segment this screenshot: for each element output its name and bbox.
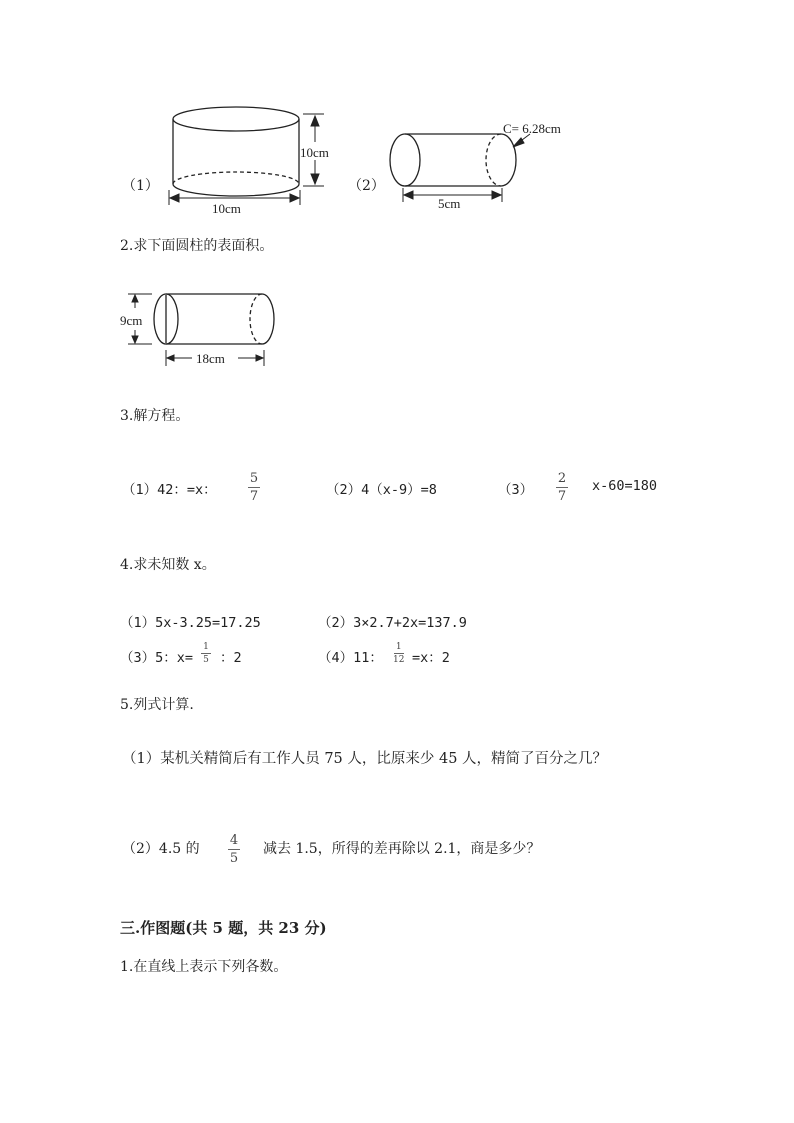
cylinder1-diameter-label: 10cm: [212, 201, 241, 216]
fraction-denominator: 7: [249, 489, 259, 504]
q4-part3-prefix: （3）5：x=: [120, 650, 194, 666]
q3-part3-fraction: [556, 471, 568, 504]
cylinder2-length-label: 5cm: [438, 196, 461, 211]
fraction-numerator: 1: [395, 642, 402, 652]
q2-length-label: 18cm: [196, 351, 225, 366]
q4-part3-fraction: [201, 642, 211, 665]
cylinder1-height-label: 10cm: [300, 145, 329, 160]
q3-part2: （2）4（x-9）=8: [326, 482, 437, 498]
cylinder-upright: [173, 107, 299, 196]
q5-part2-suffix: 减去 1.5，所得的差再除以 2.1，商是多少？: [263, 841, 541, 857]
figure-cylinders: [0, 0, 794, 230]
q5-title: 5.列式计算.: [120, 697, 194, 713]
cylinder2-circumference-label: C= 6.28cm: [503, 121, 561, 136]
fraction-numerator: 4: [229, 833, 239, 848]
q2-title: 2.求下面圆柱的表面积。: [120, 238, 274, 254]
q4-part3-suffix: ：2: [220, 650, 242, 666]
section3-heading: 三.作图题(共 5 题，共 23 分): [120, 919, 327, 937]
q3-part3-suffix: x-60=180: [592, 478, 658, 494]
q4-part1: （1）5x-3.25=17.25: [120, 615, 261, 631]
q5-part2-prefix: （2）4.5 的: [122, 841, 200, 857]
q2-diameter-label: 9cm: [120, 313, 143, 328]
fraction-denominator: 7: [557, 489, 567, 504]
figure1-label-2: （2）: [348, 178, 385, 194]
fraction-denominator: 12: [393, 655, 405, 665]
q4-part2: （2）3×2.7+2x=137.9: [318, 615, 467, 631]
q3-part1-fraction: [248, 471, 260, 504]
figure-cylinder-q2: [0, 280, 400, 375]
q4-part4-fraction: [393, 642, 404, 665]
q5-part2-fraction: [228, 833, 240, 866]
fraction-numerator: 1: [203, 642, 209, 652]
q5-part1: （1）某机关精简后有工作人员 75 人，比原来少 45 人，精简了百分之几？: [122, 751, 608, 767]
q3-part1: （1）42：=x：: [122, 482, 217, 498]
q4-part4-prefix: （4）11：: [318, 650, 383, 666]
cylinder-lying: [390, 134, 516, 186]
q3-title: 3.解方程。: [120, 408, 190, 424]
figure1-label-1: （1）: [122, 178, 159, 194]
q4-part4-suffix: =x：2: [412, 650, 450, 666]
fraction-denominator: 5: [203, 655, 209, 665]
fraction-denominator: 5: [229, 851, 239, 866]
section3-q1: 1.在直线上表示下列各数。: [120, 959, 288, 975]
q3-part3-prefix: （3）: [498, 482, 534, 498]
q4-title: 4.求未知数 x。: [120, 557, 216, 573]
fraction-numerator: 5: [249, 471, 259, 486]
fraction-numerator: 2: [557, 471, 567, 486]
